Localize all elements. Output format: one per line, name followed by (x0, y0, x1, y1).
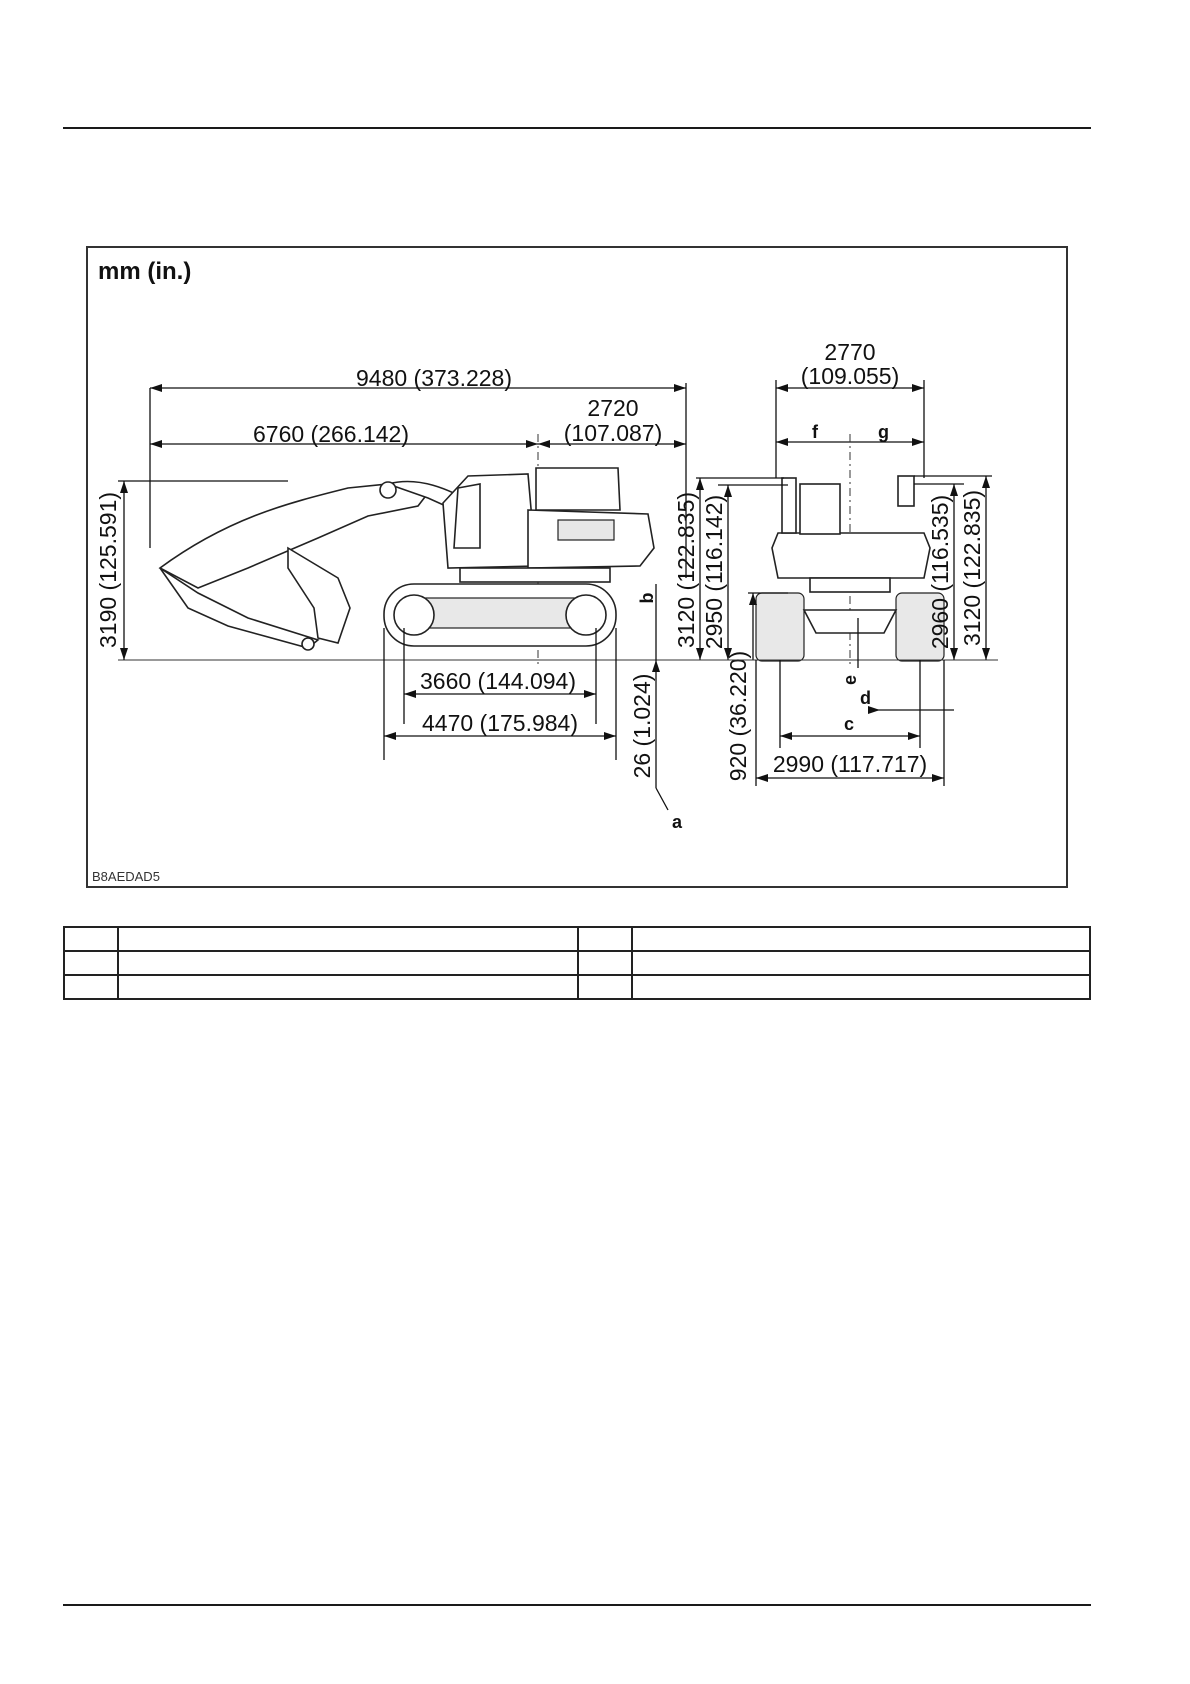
legend-desc (632, 975, 1090, 999)
legend-desc (632, 927, 1090, 951)
legend-desc (118, 975, 578, 999)
dimension-drawing (88, 248, 1066, 886)
legend-key (578, 975, 632, 999)
arrowhead (912, 438, 924, 446)
engine-grille (558, 520, 614, 540)
arrowhead (604, 732, 616, 740)
legend-key (64, 975, 118, 999)
legend-desc (118, 927, 578, 951)
idler (394, 595, 434, 635)
callout-c: c (844, 714, 855, 734)
arrowhead (404, 690, 416, 698)
tail-swing-label: 2720 (587, 395, 639, 421)
arrowhead (696, 478, 704, 490)
arrowhead (908, 732, 920, 740)
units-label: mm (in.) (98, 258, 192, 285)
legend-key (578, 951, 632, 975)
arrowhead (776, 384, 788, 392)
header-rule (63, 127, 1091, 129)
upper-width-label: 2770 (824, 339, 876, 365)
overall-height-label: 3190 (125.591) (95, 491, 121, 649)
legend-desc (632, 951, 1090, 975)
legend-key (578, 927, 632, 951)
figure-code: B8AEDAD5 (92, 869, 160, 884)
arrowhead (652, 660, 660, 672)
upper-width-in-label: (109.055) (800, 363, 900, 389)
leader-a (656, 788, 668, 810)
engine-box (800, 484, 840, 534)
sprocket (566, 595, 606, 635)
arrowhead (776, 438, 788, 446)
side-view (95, 365, 688, 832)
arrowhead (982, 648, 990, 660)
tumbler-distance-label: 3660 (144.094) (419, 668, 577, 694)
legend-key (64, 951, 118, 975)
arrowhead (150, 440, 162, 448)
turntable (460, 568, 610, 582)
undercarriage-center (804, 610, 896, 633)
cab-height-label: 3120 (122.835) (673, 491, 699, 649)
arrowhead (120, 648, 128, 660)
boom-pivot (380, 482, 396, 498)
tail-swing-in-label: (107.087) (563, 420, 663, 446)
table-row (64, 927, 1090, 951)
arrowhead (756, 774, 768, 782)
overall-length-label: 9480 (373.228) (355, 365, 513, 391)
handrail-height-label: 3120 (122.835) (959, 489, 985, 647)
cw-top-height-label: 2960 (116.535) (927, 494, 953, 650)
arrowhead (982, 476, 990, 488)
arrowhead (538, 440, 550, 448)
excavator-dimension-figure (86, 246, 1068, 888)
arrowhead (950, 484, 958, 496)
left-track (756, 593, 804, 661)
callout-d: d (860, 688, 871, 708)
cab-rear (782, 478, 796, 533)
arrowhead (912, 384, 924, 392)
arrowhead (674, 384, 686, 392)
reach-label: 6760 (266.142) (252, 421, 410, 447)
track-width-label: 2990 (117.717) (772, 751, 928, 777)
track-frame (408, 598, 592, 628)
arrowhead (120, 481, 128, 493)
hood-height-label: 2950 (116.142) (701, 494, 727, 650)
arrowhead (526, 440, 538, 448)
table-row (64, 951, 1090, 975)
bucket-pivot (302, 638, 314, 650)
callout-f: f (812, 422, 818, 442)
swing-bearing (810, 578, 890, 592)
arrowhead (584, 690, 596, 698)
legend-desc (118, 951, 578, 975)
legend-key (64, 927, 118, 951)
callout-g: g (878, 422, 889, 442)
counterweight (772, 533, 930, 578)
handrail-rear (898, 476, 914, 506)
callout-b: b (637, 592, 657, 604)
table-row (64, 975, 1090, 999)
footer-rule (63, 1604, 1091, 1606)
arrowhead (384, 732, 396, 740)
track-height-label: 920 (36.220) (725, 650, 751, 782)
arrowhead (780, 732, 792, 740)
rear-view (673, 339, 998, 786)
arrowhead (150, 384, 162, 392)
callout-a: a (672, 812, 683, 832)
arrowhead (674, 440, 686, 448)
grouser-height-label: 26 (1.024) (629, 673, 655, 779)
arrowhead (932, 774, 944, 782)
cab-window (454, 484, 480, 548)
handrail (536, 468, 620, 510)
legend-table (63, 926, 1091, 1000)
track-length-label: 4470 (175.984) (421, 710, 579, 736)
bucket (288, 548, 350, 643)
callout-e: e (840, 674, 860, 686)
